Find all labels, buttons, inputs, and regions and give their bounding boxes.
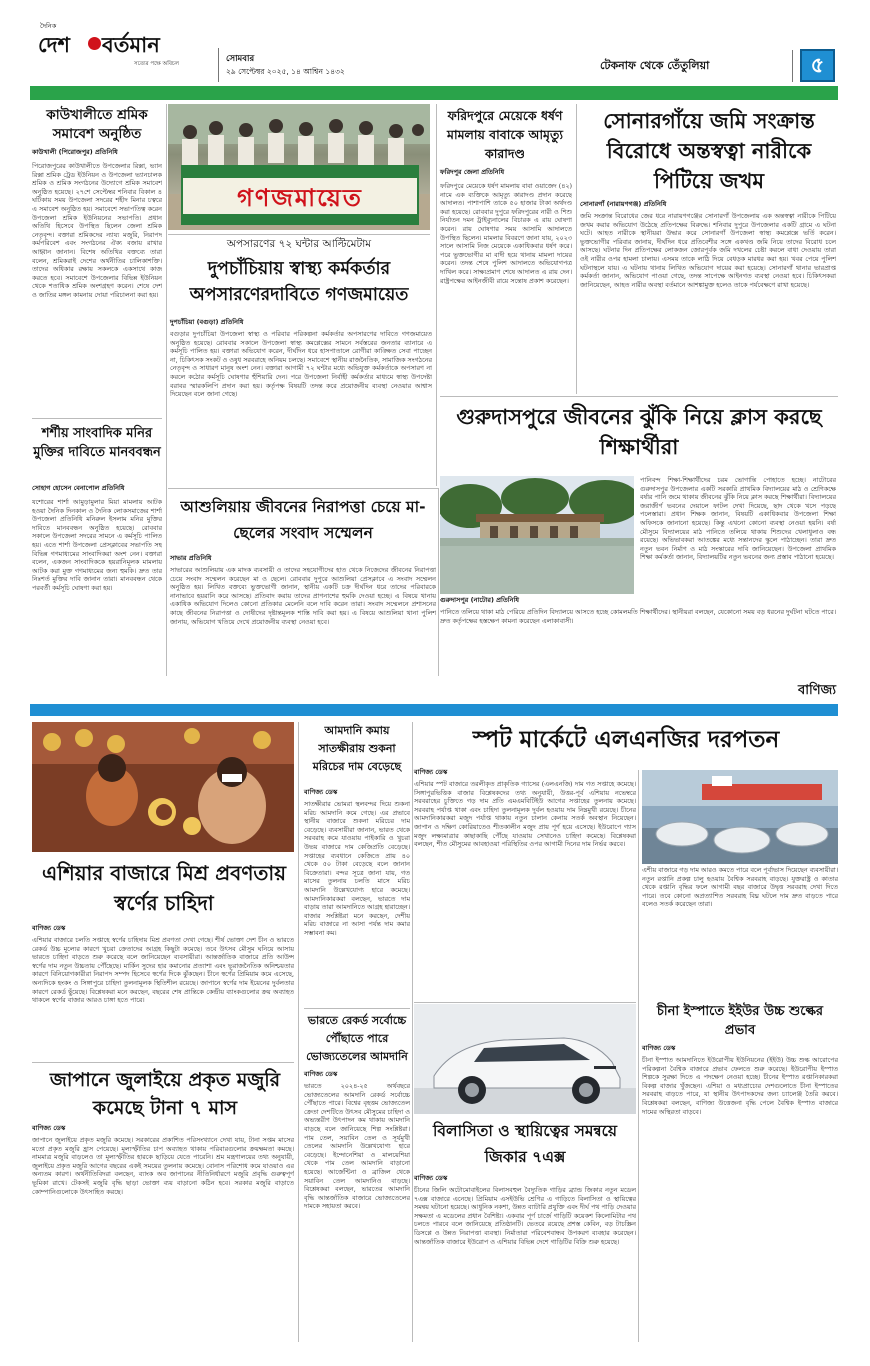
consumer-byline: বাণিজ্য ডেস্ক <box>304 1070 338 1078</box>
gurudaspur-body-right: পানিবন্দ শিক্ষা-শিক্ষার্থীদের চরম ভোগান্তি পোহাতে হচ্ছে। নাটোরের গুরুদাসপুর উপজেলার একটি সরকারি প্রাথমিক বিদ্যালয়ের মাঠ ও শ্রেণিকক্ষে বর্ষার পানি জমে থাকায় জীবনের ঝুঁকি নিয়ে ক্লাস করছে শিক্ষার্থীরা। বিদ্যালয়ের জরাজীর্ণ ভবনের দেয়ালে ফাটল দেখা দিয়েছে, ছাদ থেকে খসে পড়ছে পলেস্তারা। প্রধান শিক্ষক জানান, বিষয়টি একাধিকবার উপজেলা শিক্ষা অফিসকে জানানো হয়েছে। কিন্তু এখনো কোনো ব্যবস্থা নেওয়া হয়নি। বর্ষা মৌসুমে বিদ্যালয়ের মাঠ পানিতে তলিয়ে থাকায় শিশুদের খেলাধুলাও বন্ধ রয়েছে। অভিভাবকরা আতঙ্কের মধ্যে সন্তানদের স্কুলে পাঠাচ্ছেন। তারা দ্রুত নতুন ভবন নির্মাণ ও মাঠ সংস্কারের দাবি জানিয়েছেন। উপজেলা প্রাথমিক শিক্ষা কর্মকর্তা জানান, বিদ্যালয়টির নতুন ভবনের জন্য প্রস্তাব পাঠানো হয়েছে। <box>640 476 836 562</box>
geely-body: চীনের জিলি অটোমোবাইলের বিলাসবহুল বৈদ্যুতিক গাড়ির ব্র্যান্ড জিকার নতুন মডেল ৭এক্স বাজারে এনেছে। প্রিমিয়াম এসইউভি শ্রেণির এ গাড়িতে বিলাসিতা ও স্থায়িত্বের সমন্বয় ঘটানো হয়েছে। আধুনিক নকশা, উন্নত ব্যাটারি প্রযুক্তি এবং দীর্ঘ পথ পাড়ি দেওয়ার সক্ষমতা এ মডেলের প্রধান বৈশিষ্ট্য। একবার পূর্ণ চার্জে গাড়িটি কয়েকশ কিলোমিটার পথ চলতে পারবে বলে জানিয়েছে প্রতিষ্ঠানটি। ভেতরে রয়েছে প্রশস্ত কেবিন, বড় টাচস্ক্রিন ডিসপ্লে ও উন্নত নিরাপত্তা ব্যবস্থা। নির্মাতারা পরিবেশবান্ধব উপকরণ ব্যবহার করেছেন। আন্তর্জাতিক বাজারে ইউরোপ ও এশিয়ার বিভিন্ন দেশে গাড়িটির বিক্রি শুরু হয়েছে। <box>414 1186 636 1246</box>
page-number-label: ৫ <box>810 53 825 77</box>
lng-headline: স্পট মার্কেটে এলএনজির দরপতন <box>472 727 780 753</box>
dupchanchia-byline: দুপচাঁচিয়া (বগুড়া) প্রতিনিধি <box>170 318 244 326</box>
logo-name-b: বর্তমান <box>102 33 160 57</box>
logo-tagline: সত্যের পক্ষে অবিচল <box>134 61 179 67</box>
ashulia-body: সাভারের আশুলিয়ায় এক মাদক ব্যবসায়ী ও তাদের সহযোগীদের হাত থেকে নিজেদের জীবনের নিরাপত্তা চেয়ে সংবাদ সম্মেলন করেছেন মা ও ছেলে। রোববার দুপুরে আশুলিয়া প্রেসক্লাবে এ সংবাদ সম্মেলন অনুষ্ঠিত হয়। লিখিত বক্তব্যে ভুক্তভোগী জানান, স্থানীয় একটি চক্র দীর্ঘদিন ধরে তাদের পরিবারকে নানাভাবে হয়রানি করে আসছে। প্রতিবাদ করায় তাদের প্রাণনাশের হুমকি দেওয়া হচ্ছে। এ বিষয়ে থানায় একাধিক অভিযোগ দিলেও কোনো প্রতিকার মেলেনি বলে দাবি করেন তারা। সংবাদ সম্মেলনে প্রশাসনের কাছে জীবনের নিরাপত্তা ও দোষীদের দৃষ্টান্তমূলক শাস্তি দাবি করা হয়। এ বিষয়ে আশুলিয়া থানা পুলিশ জানায়, অভিযোগ খতিয়ে দেখে প্রয়োজনীয় ব্যবস্থা নেওয়া হবে। <box>170 566 436 626</box>
faridpur-headline: ফরিদপুরে মেয়েকে ধর্ষণ মামলায় বাবাকে আমৃত্যু কারাদণ্ড <box>447 108 563 161</box>
lng-byline: বাণিজ্য ডেস্ক <box>414 768 448 776</box>
chili-byline: বাণিজ্য ডেস্ক <box>304 788 338 796</box>
geely-byline: বাণিজ্য ডেস্ক <box>414 1174 448 1182</box>
masthead <box>0 0 870 90</box>
sonargaon-byline: সোনারগাঁ (নারায়ণগঞ্জ) প্রতিনিধি <box>580 200 667 208</box>
geely-headline: বিলাসিতা ও স্থায়িত্বের সমন্বয়ে জিকার ৭এক্স <box>432 1122 618 1166</box>
logo-name-a: দেশ <box>38 33 70 57</box>
school-photo <box>440 476 634 594</box>
protest-photo <box>168 104 430 230</box>
lng-tanks-photo <box>642 770 838 864</box>
banner-text: গণজমায়েত <box>237 184 363 212</box>
china-steel-body: চীনা ইস্পাত আমদানিতে ইউরোপীয় ইউনিয়নের (ইইউ) উচ্চ শুল্ক আরোপের পরিকল্পনা বৈশ্বিক বাজারে প্রভাব ফেলতে শুরু করেছে। ইউরোপীয় ইস্পাত শিল্পকে সুরক্ষা দিতে এ পদক্ষেপ নেওয়া হচ্ছে। চীনের ইস্পাত রপ্তানিকারকরা বিকল্প বাজার খুঁজছেন। এশিয়া ও মধ্যপ্রাচ্যের দেশগুলোতে চীনা ইস্পাতের সরবরাহ বাড়তে পারে, যা স্থানীয় উৎপাদকদের জন্য চ্যালেঞ্জ তৈরি করবে। বিশ্লেষকরা বলছেন, বাণিজ্য উত্তেজনা বৃদ্ধি পেলে বৈশ্বিক ইস্পাত বাজারে দামের অস্থিরতা বাড়বে। <box>642 1056 838 1116</box>
ashulia-headline: আশুলিয়ায় জীবনের নিরাপত্তা চেয়ে মা-ছেলের সংবাদ সম্মেলন <box>180 498 426 542</box>
gurudaspur-headline: গুরুদাসপুরে জীবনের ঝুঁকি নিয়ে ক্লাস করছে শিক্ষার্থীরা <box>456 405 822 459</box>
kaukhali-byline: কাউখালী (পিরোজপুর) প্রতিনিধি <box>32 148 118 156</box>
section-banner-label: বাণিজ্য <box>798 683 836 698</box>
gold-headline: এশিয়ার বাজারে মিশ্র প্রবণতায় স্বর্ণের চাহিদা <box>41 861 286 915</box>
jewelry-photo <box>32 722 294 852</box>
gurudaspur-body-bottom: পানিতে তলিয়ে থাকা মাঠ পেরিয়ে প্রতিদিন বিদ্যালয়ে আসতে হচ্ছে কোমলমতি শিক্ষার্থীদের। স্থানীয়রা বলছেন, যেকোনো সময় বড় ধরনের দুর্ঘটনা ঘটতে পারে। দ্রুত কর্তৃপক্ষের হস্তক্ষেপ কামনা করেছেন এলাকাবাসী। <box>440 608 836 625</box>
chili-body: সাতক্ষীরার ভোমরা স্থলবন্দর দিয়ে শুকনা মরিচ আমদানি কমে গেছে। এর প্রভাবে স্থানীয় বাজারে শুকনা মরিচের দাম বেড়েছে। ব্যবসায়ীরা জানান, ভারত থেকে সরবরাহ কমে যাওয়ায় পাইকারি ও খুচরা উভয় বাজারে দাম কেজিপ্রতি বেড়েছে। সপ্তাহের ব্যবধানে কেজিতে প্রায় ৪০ থেকে ৫০ টাকা বেড়েছে বলে জানান বিক্রেতারা। বন্দর সূত্রে জানা যায়, গত মাসের তুলনায় চলতি মাসে মরিচ আমদানি উল্লেখযোগ্য হারে কমেছে। আমদানিকারকরা বলছেন, ভারতে দাম বাড়ায় তারা আমদানিতে আগ্রহ হারাচ্ছেন। বাজার সংশ্লিষ্টরা মনে করছেন, দেশীয় মরিচ বাজারে না আসা পর্যন্ত দাম কমার সম্ভাবনা কম। <box>304 800 410 937</box>
gurudaspur-caption: গুরুদাসপুর (নাটোর) প্রতিনিধি <box>440 596 520 604</box>
consumer-headline: ভারতে রেকর্ড সর্বোচ্চে পৌঁছাতে পারে ভোজ্যতেলের আমদানি <box>306 1014 408 1063</box>
page-number <box>800 49 835 82</box>
china-steel-byline: বাণিজ্য ডেস্ক <box>642 1044 676 1052</box>
japan-headline: জাপানে জুলাইয়ে প্রকৃত মজুরি কমেছে টানা ৭ মাস <box>49 1069 281 1119</box>
japan-byline: বাণিজ্য ডেস্ক <box>32 1124 66 1132</box>
china-steel-headline: চীনা ইস্পাতে ইইউর উচ্চ শুল্কের প্রভাব <box>656 1004 824 1038</box>
lng-body: এশিয়ার স্পট বাজারে তরলীকৃত প্রাকৃতিক গ্যাসের (এলএনজি) দাম গত সপ্তাহে কমেছে। সিঙ্গাপুরভিত্তিক বাজার বিশ্লেষকদের তথ্য অনুযায়ী, উত্তর-পূর্ব এশিয়ায় নভেম্বরে সরবরাহের চুক্তিতে গড় দাম প্রতি এমএমবিটিইউ আগের সপ্তাহের তুলনায় কমেছে। সরবরাহ পর্যাপ্ত থাকা এবং চাহিদা তুলনামূলক দুর্বল হওয়ায় দাম নিম্নমুখী রয়েছে। চীনের আমদানিকারকরা মজুদ পর্যাপ্ত থাকায় নতুন চালান কেনায় সতর্ক অবস্থান নিয়েছেন। জাপান ও দক্ষিণ কোরিয়াতেও শীতকালীন মজুদ প্রায় পূর্ণ হয়ে এসেছে। ইউরোপে গ্যাস মজুদ লক্ষ্যমাত্রার কাছাকাছি পৌঁছে যাওয়ায় সেখানেও চাহিদা কমেছে। বিশ্লেষকরা বলছেন, শীত মৌসুমের আবহাওয়া পরিস্থিতির ওপর আগামী দিনের দাম নির্ভর করবে। <box>414 780 636 849</box>
green-rule <box>30 86 838 100</box>
logo-emblem-icon <box>88 37 101 50</box>
japan-body: জাপানে জুলাইয়ে প্রকৃত মজুরি কমেছে। সরকারের প্রকাশিত পরিসংখ্যানে দেখা যায়, টানা সপ্তম মাসের মতো প্রকৃত মজুরি হ্রাস পেয়েছে। মূল্যস্ফীতির চাপ অব্যাহত থাকায় পরিবারগুলোর ক্রয়ক্ষমতা কমছে। নামমাত্র মজুরি বাড়লেও তা মূল্যস্ফীতির হারকে ছাড়িয়ে যেতে পারেনি। শ্রম মন্ত্রণালয়ের তথ্য অনুযায়ী, জুলাইয়ে প্রকৃত মজুরি আগের বছরের একই সময়ের তুলনায় কমেছে। বোনাস পরিশোধ কমে যাওয়াও এর অন্যতম কারণ। অর্থনীতিবিদরা বলছেন, ব্যাংক অব জাপানের নীতিনির্ধারণে মজুরি প্রবৃদ্ধি গুরুত্বপূর্ণ ভূমিকা রাখে। টেকসই মজুরি বৃদ্ধি ছাড়া ভোক্তা ব্যয় বাড়ানো কঠিন হবে। সরকার মজুরি বাড়াতে কোম্পানিগুলোকে উৎসাহিত করছে। <box>32 1136 294 1196</box>
sonargaon-body: জমি সংক্রান্ত বিরোধের জের ধরে নারায়ণগঞ্জের সোনারগাঁ উপজেলায় এক অন্তস্বত্বা নারীকে পিটিয়ে জখম করার অভিযোগ উঠেছে প্রতিপক্ষের বিরুদ্ধে। শনিবার দুপুরে উপজেলার একটি গ্রামে এ ঘটনা ঘটে। আহত নারীকে স্থানীয়রা উদ্ধার করে সোনারগাঁ উপজেলা স্বাস্থ্য কমপ্লেক্সে ভর্তি করেন। ভুক্তভোগীর পরিবার জানায়, দীর্ঘদিন ধরে প্রতিবেশীর সঙ্গে একখণ্ড জমি নিয়ে তাদের বিরোধ চলে আসছে। ঘটনার দিন প্রতিপক্ষের লোকজন জোরপূর্বক জমি দখলের চেষ্টা করলে বাধা দেওয়ায় তারা ওই নারীর ওপর হামলা চালায়। এসময় তাকে লাঠি দিয়ে বেধড়ক মারধর করা হয়। খবর পেয়ে পুলিশ ঘটনাস্থলে যায়। এ ঘটনায় থানায় লিখিত অভিযোগ দায়ের করা হয়েছে। সোনারগাঁ থানার ভারপ্রাপ্ত কর্মকর্তা জানান, অভিযোগ পাওয়া গেছে, তদন্ত সাপেক্ষে আইনগত ব্যবস্থা নেওয়া হবে। চিকিৎসকরা জানিয়েছেন, আহত নারীর অবস্থা বর্তমানে আশঙ্কামুক্ত হলেও তাকে পর্যবেক্ষণে রাখা হয়েছে। <box>580 212 836 289</box>
dupchanchia-headline: দুপচাঁচিয়ায় স্বাস্থ্য কর্মকর্তার অপসারণেরদাবিতে গণজমায়েত <box>189 259 409 305</box>
dupchanchia-body: বগুড়ার দুপচাঁচিয়া উপজেলা স্বাস্থ্য ও পরিবার পরিকল্পনা কর্মকর্তার অপসারণের দাবিতে গণজমায়েত অনুষ্ঠিত হয়েছে। রোববার সকালে উপজেলা স্বাস্থ্য কমপ্লেক্সের সামনে সর্বস্তরের জনতার ব্যানারে এ কর্মসূচি পালিত হয়। বক্তারা অভিযোগ করেন, দীর্ঘদিন ধরে হাসপাতালে রোগীরা কাঙ্ক্ষিত সেবা পাচ্ছেন না, চিকিৎসক সংকট ও ওষুধ সরবরাহে অনিয়ম চলছে। সমাবেশে স্থানীয় রাজনৈতিক, সামাজিক সংগঠনের নেতৃবৃন্দ ও সাধারণ মানুষ অংশ নেন। বক্তারা আগামী ৭২ ঘন্টার মধ্যে অভিযুক্ত কর্মকর্তাকে অপসারণ না করলে কঠোর কর্মসূচি ঘোষণার হুঁশিয়ারি দেন। পরে উপজেলা নির্বাহী কর্মকর্তার মাধ্যমে স্বাস্থ্য উপদেষ্টা বরাবর স্মারকলিপি প্রদান করা হয়। কর্তৃপক্ষ বিষয়টি তদন্ত করে প্রয়োজনীয় ব্যবস্থা নেওয়ার আশ্বাস দিয়েছেন বলে জানা গেছে। <box>170 330 432 399</box>
blue-rule <box>30 704 838 716</box>
shoshiyo-byline: সোহাগ হোসেন বেনাপোল প্রতিনিধি <box>32 484 125 492</box>
kaukhali-headline: কাউখালীতে শ্রমিক সমাবেশ অনুষ্ঠিত <box>46 107 148 142</box>
lng-body-right: এশীয় বাজারে গড় দাম আরও কমতে পারে বলে পূর্বাভাস দিয়েছেন ব্যবসায়ীরা। নতুন রপ্তানি প্রকল্প চালু হওয়ায় বৈশ্বিক সরবরাহ বাড়ছে। যুক্তরাষ্ট্র ও কাতার থেকে রপ্তানি বৃদ্ধির ফলে আগামী বছর বাজারে উদ্বৃত্ত সরবরাহ দেখা দিতে পারে। তবে কোনো অপ্রত্যাশিত সরবরাহ বিঘ্ন ঘটলে দাম দ্রুত বাড়তে পারে বলেও সতর্ক করেছেন তারা। <box>642 866 838 909</box>
shoshiyo-body: যশোরের শার্শা আমুড়ামুলার মিয়া মামলায় আটক হওয়া দৈনিক দিনকাল ও দৈনিক লোকসমাজের শার্শা উপজেলা প্রতিনিধি মনিরুল ইসলাম মনির মুক্তির দাবিতে মানববন্ধন অনুষ্ঠিত হয়েছে। রোববার সকালে উপজেলা সদরের সামনে এ কর্মসূচি পালিত হয়। এতে শার্শা উপজেলা প্রেসক্লাবের সভাপতি সহ বিভিন্ন গণমাধ্যমের সাংবাদিকরা অংশ নেন। বক্তারা বলেন, একজন সাংবাদিককে হয়রানিমূলক মামলায় আটক করা মুক্ত গণমাধ্যমের জন্য হুমকি। দ্রুত তার নিঃশর্ত মুক্তির দাবি জানান তারা। মানববন্ধন থেকে পরবর্তী কর্মসূচি ঘোষণা করা হয়। <box>32 498 162 592</box>
logo <box>30 20 210 72</box>
gold-byline: বাণিজ্য ডেস্ক <box>32 924 66 932</box>
issue-date: ২৯ সেপ্টেম্বর ২০২৫, ১৪ আশ্বিন ১৪৩২ <box>226 67 345 76</box>
section-banner <box>30 678 838 702</box>
logo-prefix: দৈনিক <box>40 22 57 30</box>
sonargaon-headline: সোনারগাঁয়ে জমি সংক্রান্ত বিরোধে অন্তস্বত্বা নারীকে পিটিয়ে জখম <box>603 109 815 193</box>
faridpur-body: ফরিদপুরে মেয়েকে ধর্ষণ মামলায় বাবা ওয়াজেদ (৪২) নামে এক ব্যক্তিকে আমৃত্যু কারাদণ্ড প্রদান করেছে আদালত। পাশাপাশি তাকে ৫০ হাজার টাকা অর্থদণ্ড করা হয়েছে। রোববার দুপুরে ফরিদপুরের নারী ও শিশু নির্যাতন দমন ট্রাইব্যুনালের বিচারক এ রায় ঘোষণা করেন। রায় ঘোষণার সময় আসামি আদালতে উপস্থিত ছিলেন। মামলার বিবরণে জানা যায়, ২০২৩ সালে আসামি নিজ মেয়েকে একাধিকবার ধর্ষণ করে। পরে ভুক্তভোগীর মা বাদী হয়ে থানায় মামলা দায়ের করেন। তদন্ত শেষে পুলিশ আদালতে অভিযোগপত্র দাখিল করে। সাক্ষ্যপ্রমাণ শেষে আদালত এ রায় দেন। রাষ্ট্রপক্ষের আইনজীবী রায়ে সন্তোষ প্রকাশ করেছেন। <box>440 182 572 285</box>
section-name: টেকনাফ থেকে তেঁতুলিয়া <box>600 59 710 72</box>
consumer-body: ভারতে ২০২৪-২৫ অর্থবছরে ভোজ্যতেলের আমদানি রেকর্ড সর্বোচ্চে পৌঁছাতে পারে। বিশ্বের বৃহত্তম ভোজ্যতেল ক্রেতা দেশটিতে উৎসব মৌসুমের চাহিদা ও অভ্যন্তরীণ উৎপাদন কম থাকায় আমদানি বাড়ছে বলে জানিয়েছে শিল্প সংশ্লিষ্টরা। পাম তেল, সয়াবিন তেল ও সূর্যমুখী তেলের আমদানি উল্লেখযোগ্য হারে বেড়েছে। ইন্দোনেশিয়া ও মালয়েশিয়া থেকে পাম তেল আমদানি বাড়ানো হয়েছে। আর্জেন্টিনা ও ব্রাজিল থেকে সয়াবিন তেল আমদানিও বাড়ছে। বিশ্লেষকরা বলছেন, ভারতের আমদানি বৃদ্ধি আন্তর্জাতিক বাজারে ভোজ্যতেলের দামকে সহায়তা করবে। <box>304 1082 410 1211</box>
faridpur-byline: ফরিদপুর জেলা প্রতিনিধি <box>440 168 505 176</box>
dupchanchia-kicker: অপসারণের ৭২ ঘন্টার আল্টিমেটাম <box>226 238 372 250</box>
car-photo <box>414 1004 636 1114</box>
ashulia-byline: সাভার প্রতিনিধি <box>170 554 212 562</box>
shoshiyo-headline: শর্শীয় সাংবাদিক মনির মুক্তির দাবিতে মানববন্ধন <box>33 426 161 460</box>
issue-day: সোমবার <box>226 54 255 64</box>
gold-body: এশিয়ার বাজারে চলতি সপ্তাহে স্বর্ণের চাহিদায় মিশ্র প্রবণতা দেখা গেছে। শীর্ষ ভোক্তা দেশ চীন ও ভারতে রেকর্ড উচ্চ মূল্যের কারণে খুচরা ক্রেতাদের আগ্রহ কিছুটা কমেছে। তবে উৎসব মৌসুম ঘনিয়ে আসায় ভারতে চাহিদা বাড়তে শুরু করেছে বলে জানিয়েছেন ব্যবসায়ীরা। আন্তর্জাতিক বাজারে প্রতি আউন্স স্বর্ণের দাম নতুন উচ্চতায় পৌঁছেছে। মার্কিন সুদের হার কমানোর প্রত্যাশা এবং ভূরাজনৈতিক অনিশ্চয়তার কারণে বিনিয়োগকারীরা নিরাপদ সম্পদ হিসেবে স্বর্ণের দিকে ঝুঁকছেন। চীনে স্বর্ণের প্রিমিয়াম কমে এসেছে, অন্যদিকে হংকং ও সিঙ্গাপুরে চাহিদা তুলনামূলক স্থিতিশীল রয়েছে। জাপানে স্বর্ণের দাম ইয়েনের দুর্বলতার কারণে রেকর্ড ছুঁয়েছে। বিশ্লেষকরা মনে করছেন, বছরের শেষ প্রান্তিকে কেন্দ্রীয় ব্যাংকগুলোর ক্রয় অব্যাহত থাকলে স্বর্ণের বাজার আরও চাঙ্গা হতে পারে। <box>32 936 294 1005</box>
chili-headline: আমদানি কমায় সাতক্ষীরায় শুকনা মরিচের দাম বেড়েছে <box>312 724 402 773</box>
kaukhali-body: পিরোজপুরের কাউখালীতে উপজেলার রিক্সা, ভ্যান রিক্সা শ্রমিক ট্রেড ইউনিয়ন ও উপজেলা ভ্যানচালক শ্রমিক ও শ্রমিক সংগঠনের উদ্যোগে শ্রমিক সমাবেশ অনুষ্ঠিত হয়েছে। ২৭শে সেপ্টেম্বর শনিবার বিকাল ৪ ঘটিকায় সময় উপজেলা সদরের শহীদ মিনার চত্বরে এ সমাবেশ অনুষ্ঠিত হয়। সমাবেশে সভাপতিত্ব করেন উপজেলা শ্রমিক ইউনিয়নের সভাপতি। প্রধান অতিথি হিসেবে উপস্থিত ছিলেন জেলা শ্রমিক নেতৃবৃন্দ। বক্তারা শ্রমিকদের ন্যায্য মজুরি, নিরাপদ কর্মপরিবেশ এবং সংগঠনের ঐক্য বজায় রাখার আহ্বান জানান। বিশেষ অতিথির বক্তব্যে তারা বলেন, শ্রমিকরাই দেশের অর্থনীতির চালিকাশক্তি। তাদের অধিকার রক্ষায় সকলকে একসাথে কাজ করতে হবে। সমাবেশে উপজেলার বিভিন্ন ইউনিয়ন থেকে শতাধিক শ্রমিক অংশগ্রহণ করেন। শেষে দেশ ও জাতির মঙ্গল কামনায় দোয়া পরিচালনা করা হয়। <box>32 162 162 299</box>
